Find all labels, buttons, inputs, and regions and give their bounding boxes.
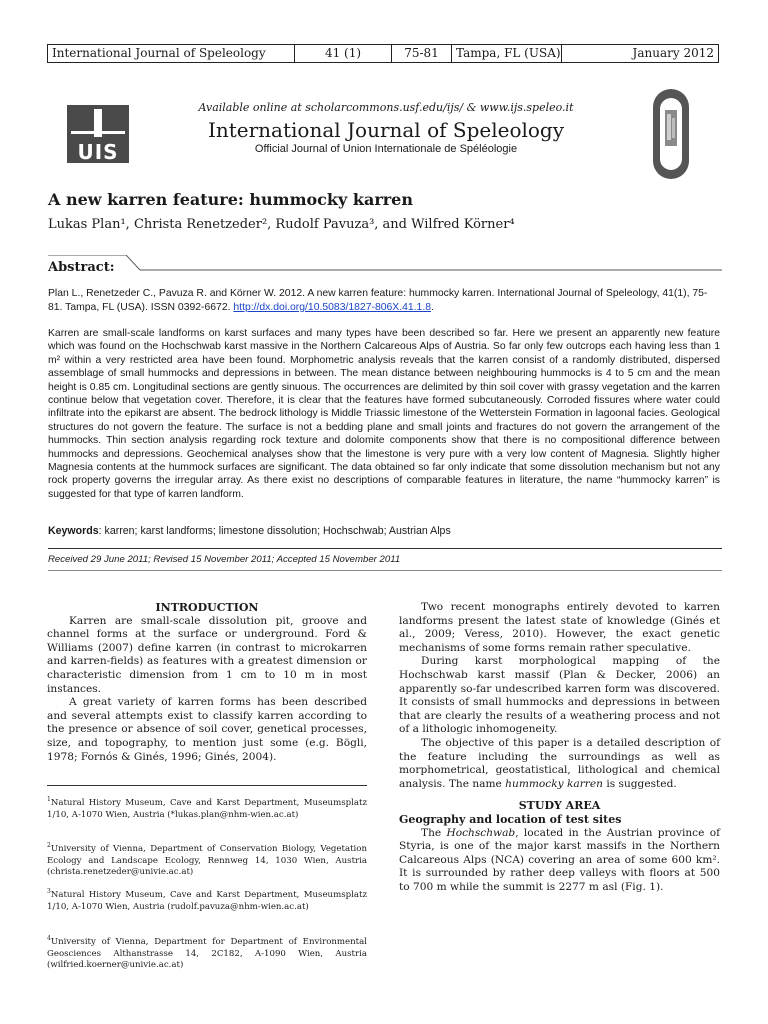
received-dates: Received 29 June 2011; Revised 15 November 2011; Accepted 15 November 2011: [48, 554, 401, 565]
p3-end: is suggested.: [602, 777, 677, 790]
footnote-3: [47, 886, 367, 913]
footnote-rule: [47, 785, 367, 786]
p3-start: The objective of this paper is a detailed description of the feature including the surroundings as well as morphometrical, geostatistical, lithological and chemical analysis. The name: [399, 736, 720, 790]
footnote-2-num: 2: [47, 842, 51, 849]
footnote-3-num: 3: [47, 888, 51, 895]
abstract-body: Karren are small-scale landforms on karst surfaces and many types have been described so far. Here we present an apparently new feature which was found on the Hochschwab karst massive in the Northern Calcareous Alps of Austria. So far only few outcrops each having less than 1 m² within a very restricted area have been found. Morphometric analysis reveals that the karren consist of a randomly distributed, dispersed assemblage of small hummocks and depressions in between. The mean distance between neighbouring hummocks is 4 to 5 cm and the mean height is 0.85 cm. Longitudinal sections are gently sinuous. The occurrences are delimited by thin soil cover with grassy vegetation and the karren continue below that vegetation cover. Therefore, it is clear that the features have formed subcutaneously. Corroded fissures where water could infiltrate into the epikarst are absent. The bedrock lithology is Middle Triassic limestone of the Wetterstein Formation in lagoonal facies. Geological structures do not govern the feature. The surface is not a bedding plane and small joints and fractures do not govern the arrangement of the hummocks. Thin section analysis regarding rock texture and dolomite components show that there is no compositional difference between hummocks and depressions. Geochemical analyses show that the limestone is very pure with a very low content of Magnesia. Slightly higher Magnesia contents at the hummock surfaces are significant. The data obtained so far only indicate that some dissolution mechanism but not any rock property governs the irregular array. As there exist no descriptions of comparable features in literature, the name “hummocky karren” is suggested for that type of karren landform.: [48, 328, 720, 500]
right-paragraph-1: Two recent monographs entirely devoted to karren landforms present the latest state of knowledge (Ginés et al., 2009; Veress, 2010). However, the exact genetic mechanisms of some forms remain rather speculative.: [399, 601, 720, 654]
author-list: Lukas Plan¹, Christa Renetzeder², Rudolf Pavuza³, and Wilfred Körner⁴: [48, 217, 515, 232]
doi-link[interactable]: http://dx.doi.org/10.5083/1827-806X.41.1.8: [233, 301, 431, 313]
article-title: A new karren feature: hummocky karren: [48, 190, 413, 209]
header-date-cell: January 2012: [632, 46, 714, 60]
received-rule: [48, 570, 722, 571]
right-paragraph-2: During karst morphological mapping of the Hochschwab karst massif (Plan & Decker, 2006) an apparently so-far undescribed karren form was discovered. It consists of small hummocks and depressions in between that are clearly the results of a weathering process and not of a lithologic inhomogeneity.: [399, 655, 720, 736]
keywords-line: [48, 525, 720, 537]
footnote-2-text: University of Vienna, Department of Conservation Biology, Vegetation Ecology and Landscape Ecology, Rennweg 14, 1030 Wien, Austria (christa.renetzeder@univie.ac.at): [47, 843, 367, 878]
header-journal-cell: International Journal of Speleology: [48, 45, 295, 62]
header-volume-cell: 41 (1): [295, 45, 392, 62]
abstract-label: Abstract:: [48, 260, 115, 275]
header-place-cell: Tampa, FL (USA): [452, 45, 562, 62]
geography-subheading: Geography and location of test sites: [399, 812, 622, 826]
keywords-rule: [48, 548, 722, 549]
footnote-3-text: Natural History Museum, Cave and Karst Department, Museumsplatz 1/10, A-1070 Wien, Austria (rudolf.pavuza@nhm-wien.ac.at): [47, 889, 367, 912]
footnote-1: [47, 794, 367, 821]
study-area-heading: STUDY AREA: [518, 799, 601, 813]
header-pages-cell: 75-81: [392, 45, 452, 62]
p4-start: The: [421, 826, 447, 839]
p3-emphasis: hummocky karren: [505, 777, 603, 790]
footnote-1-num: 1: [47, 796, 51, 803]
footnote-1-text: Natural History Museum, Cave and Karst Department, Museumsplatz 1/10, A-1070 Wien, Austria (*lukas.plan@nhm-wien.ac.at): [47, 797, 367, 820]
abstract-divider: [48, 255, 722, 275]
intro-paragraph-1: Karren are small-scale dissolution pit, groove and channel forms at the surface or underground. Ford & Williams (2007) define karren (in contrast to microkarren and karren-fields) as features with a greatest dimension or characteristic dimension from 1 cm to 10 m in most instances.: [47, 614, 367, 695]
right-paragraph-3: [399, 737, 720, 791]
intro-paragraph-2: A great variety of karren forms has been described and several attempts exist to classify karren according to the presence or absence of soil cover, genetical processes, size, and topography, to mention just some (e.g. Bögli, 1978; Fornós & Ginés, 1996; Ginés, 2004).: [47, 696, 367, 763]
footnote-4-num: 4: [47, 935, 51, 942]
uis-logo: [67, 105, 129, 163]
journal-title: International Journal of Speleology: [207, 118, 565, 142]
uis-logo-text: UIS: [77, 140, 119, 163]
introduction-heading: INTRODUCTION: [155, 601, 259, 614]
p4-emphasis: Hochschwab: [446, 826, 516, 839]
citation: [48, 287, 720, 314]
journal-subtitle: Official Journal of Union Internationale de Spéléologie: [254, 143, 518, 155]
citation-text: Plan L., Renetzeder C., Pavuza R. and Körner W. 2012. A new karren feature: hummocky karren. International Journal of Speleology, 41(1), 75-81. Tampa, FL (USA). ISSN 0392-6672.: [48, 288, 708, 313]
footnote-4: [47, 933, 367, 972]
doi-suffix: .: [430, 301, 434, 313]
left-column: [47, 601, 367, 764]
keywords-text: : karren; karst landforms; limestone dissolution; Hochschwab; Austrian Alps: [98, 525, 451, 537]
journal-header-bar: [47, 44, 719, 63]
ijs-emblem: [652, 88, 690, 180]
keywords-label: Keywords: [48, 525, 99, 537]
right-paragraph-4: [399, 827, 720, 895]
right-column: [399, 601, 720, 894]
p4-end: , located in the Austrian province of Styria, is one of the major karst massifs in the Northern Calcareous Alps (NCA) covering an area of some 600 km². It is surrounded by rather deep valleys with floors at 500 to 700 m while the summit is 2277 m asl (Fig. 1).: [399, 826, 720, 893]
footnote-2: [47, 840, 367, 879]
availability-line: Available online at scholarcommons.usf.edu/ijs/ & www.ijs.speleo.it: [198, 101, 574, 114]
footnote-4-text: University of Vienna, Department for Department of Environmental Geosciences Althanstrasse 14, 2C182, A-1090 Wien, Austria (wilfried.koerner@univie.ac.at): [47, 936, 367, 971]
